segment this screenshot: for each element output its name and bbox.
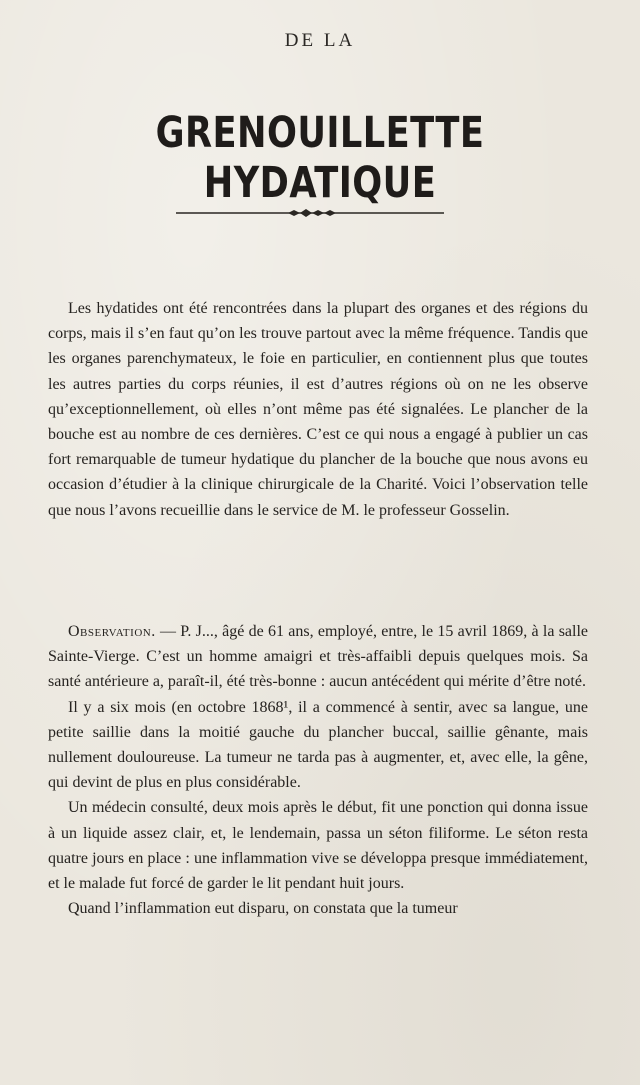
- intro-section: [48, 296, 588, 523]
- divider-ornament-icon: [176, 208, 444, 218]
- observation-paragraph-4: Quand l’inflammation eut disparu, on constata que la tumeur: [68, 900, 458, 918]
- observation-text: P. J..., âgé de 61 ans, employé, entre, le 15 avril 1869, à la salle Sainte-Vierge. C’est un homme amaigri et très-affaibli depuis quelques mois. Sa santé antérieure a, paraît-il, été très-bonne : aucun antécédent qui mérite d’être noté.: [48, 623, 589, 691]
- observation-paragraph-3: Un médecin consulté, deux mois après le début, fit une ponction qui donna issue à un liquide assez clair, et, le lendemain, passa un séton filiforme. Le séton resta quatre jours en place : une inflammation vive se développa presque immédiatement, et le malade fut forcé de garder le lit pendant huit jours.: [48, 799, 588, 893]
- observation-label: Observation.: [68, 623, 156, 640]
- observation-dash: —: [155, 623, 181, 640]
- observation-paragraph-2: Il y a six mois (en octobre 1868¹, il a commencé à sentir, avec sa langue, une petite saillie dans la moitié gauche du plancher buccal, saillie gênante, mais nullement douloureuse. La tumeur ne tarda pas à augmenter, et, avec elle, la gêne, qui devint de plus en plus considérable.: [48, 698, 588, 792]
- intro-paragraph: Les hydatides ont été rencontrées dans la plupart des organes et des régions du corps, mais il s’en faut qu’on les trouve partout avec la même fréquence. Tandis que les organes parenchymateux, le foie en particulier, en contiennent plus que toutes les autres parties du corps réunies, il est d’autres régions où on ne les observe qu’exceptionnellement, où elles n’ont même pas été signalées. Le plancher de la bouche est au nombre de ces dernières. C’est ce qui nous a engagé à publier un cas fort remarquable de tumeur hydatique du plancher de la bouche que nous avons eu occasion d’étudier à la clinique chirurgicale de la Charité. Voici l’observation telle que nous l’avons recueillie dans le service de M. le professeur Gosselin.: [48, 300, 588, 519]
- observation-paragraph-1: [48, 619, 588, 695]
- page-title: GRENOUILLETTE HYDATIQUE: [155, 108, 485, 208]
- observation-section: [48, 619, 588, 921]
- title-prefix: DE LA: [284, 30, 356, 51]
